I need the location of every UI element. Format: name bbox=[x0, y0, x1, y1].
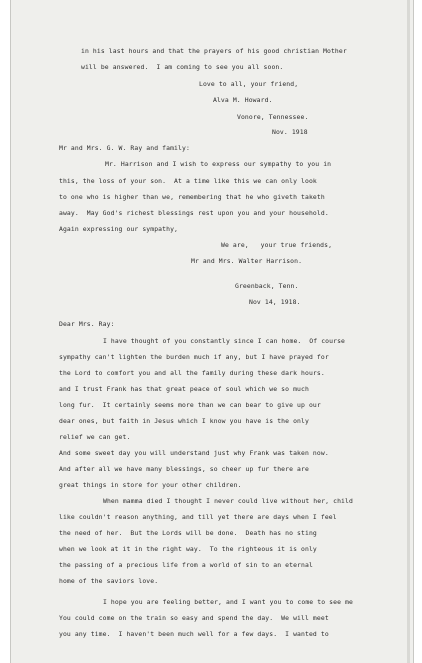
text-line: I have thought of you constantly since I can home. Of course bbox=[103, 337, 346, 345]
text-line: long fur. It certainly seems more than we can bear to give up our bbox=[59, 401, 321, 409]
text-line: Mr and Mrs. Walter Harrison. bbox=[191, 257, 303, 265]
text-line: Mr. Harrison and I wish to express our sympathy to you in bbox=[105, 160, 332, 168]
text-line: And some sweet day you will understand just why Frank was taken now. bbox=[59, 449, 329, 457]
text-line: when we look at it in the right way. To the righteous it is only bbox=[59, 545, 317, 553]
text-line: Alva M. Howard. bbox=[213, 96, 273, 104]
text-line: dear ones, but faith in Jesus which I know you have is the only bbox=[59, 417, 309, 425]
text-line: home of the saviors love. bbox=[59, 577, 159, 585]
text-line: great things in store for your other children. bbox=[59, 481, 242, 489]
text-line: I hope you are feeling better, and I want you to come to see me bbox=[103, 598, 353, 606]
text-line: like couldn't reason anything, and till yet there are days when I feel bbox=[59, 513, 337, 521]
text-line: When mamma died I thought I never could live without her, child bbox=[103, 497, 353, 505]
text-line: and I trust Frank has that great peace of soul which we so much bbox=[59, 385, 309, 393]
text-line: You could come on the train so easy and spend the day. We will meet bbox=[59, 614, 329, 622]
text-line: in his last hours and that the prayers of his good christian Mother bbox=[81, 47, 347, 55]
text-line: the need of her. But the Lords will be done. Death has no sting bbox=[59, 529, 317, 537]
text-line: Mr and Mrs. G. W. Ray and family: bbox=[59, 144, 190, 152]
text-line: Again expressing our sympathy, bbox=[59, 225, 179, 233]
letter-page bbox=[10, 0, 414, 663]
text-line: And after all we have many blessings, so cheer up fur there are bbox=[59, 465, 309, 473]
text-line: away. May God's richest blessings rest upon you and your household. bbox=[59, 209, 329, 217]
text-line: Greenback, Tenn. bbox=[235, 282, 299, 290]
text-line: the passing of a precious life from a world of sin to an eternal bbox=[59, 561, 313, 569]
text-line: Dear Mrs. Ray: bbox=[59, 320, 115, 328]
text-line: the Lord to comfort you and all the family during these dark hours. bbox=[59, 369, 325, 377]
text-line: Nov. 1918 bbox=[272, 128, 308, 136]
text-line: Love to all, your friend, bbox=[199, 80, 299, 88]
text-line: Nov 14, 1918. bbox=[249, 298, 301, 306]
text-line: will be answered. I am coming to see you all soon. bbox=[81, 63, 284, 71]
text-line: sympathy can't lighten the burden much if any, but I have prayed for bbox=[59, 353, 329, 361]
text-line: We are, your true friends, bbox=[221, 241, 333, 249]
text-line: you any time. I haven't been much well for a few days. I wanted to bbox=[59, 630, 329, 638]
letter-body bbox=[11, 0, 413, 663]
text-line: Vonore, Tennessee. bbox=[237, 113, 309, 121]
text-line: to one who is higher than we, remembering that he who giveth taketh bbox=[59, 193, 325, 201]
text-line: relief we can get. bbox=[59, 433, 131, 441]
text-line: this, the loss of your son. At a time like this we can only look bbox=[59, 177, 317, 185]
